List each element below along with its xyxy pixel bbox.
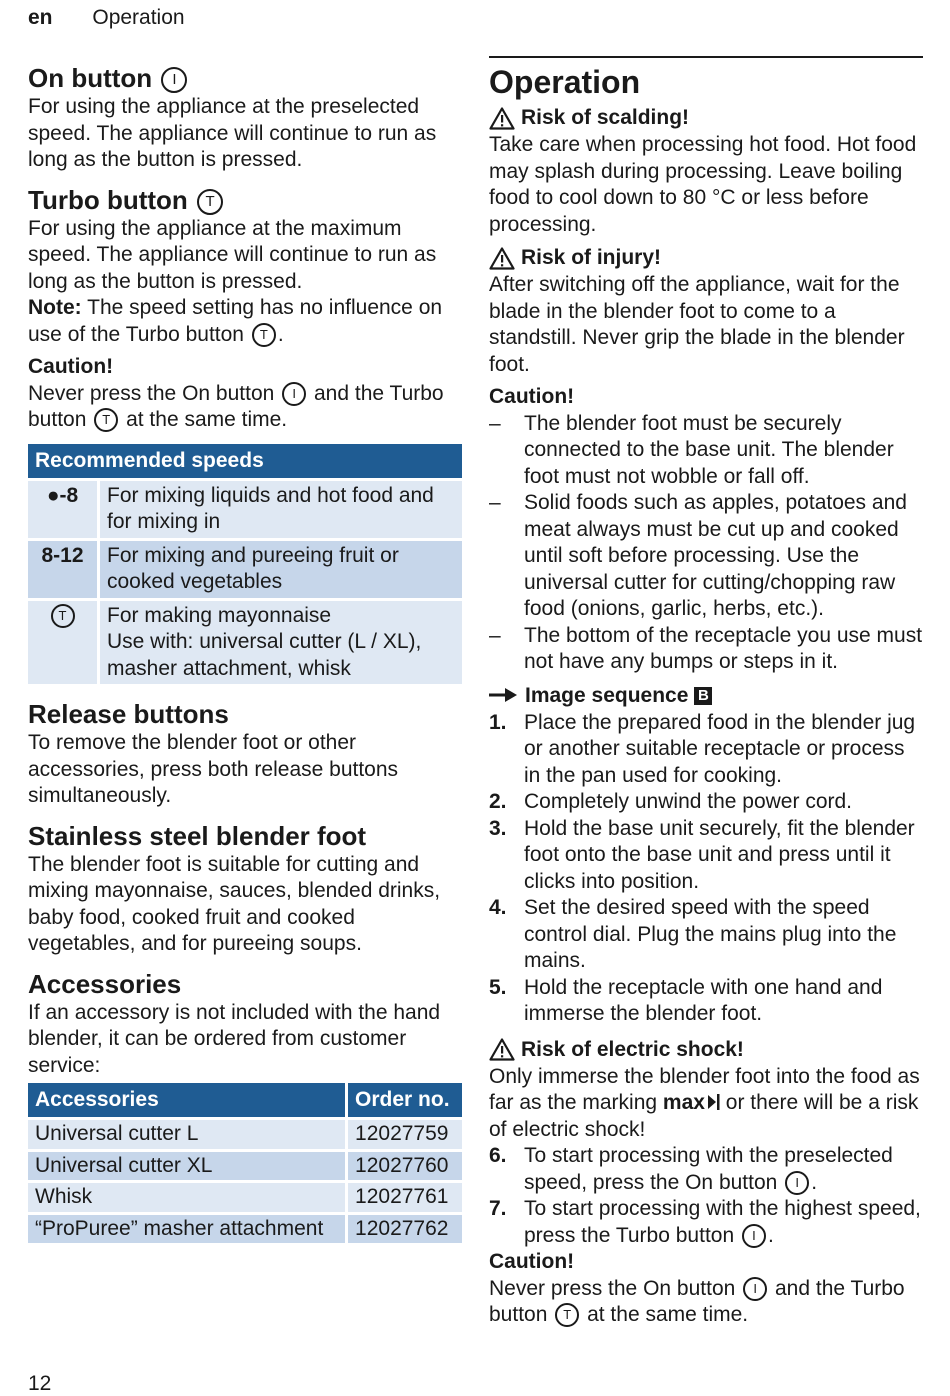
section-divider bbox=[489, 56, 923, 58]
step-text: Completely unwind the power cord. bbox=[524, 790, 853, 813]
steps-list-continued bbox=[489, 1143, 923, 1249]
on-button-title: On button bbox=[28, 63, 153, 93]
note-text: The speed setting has no influence on use of the Turbo button bbox=[28, 296, 443, 346]
scalding-warning-text: Take care when processing hot food. Hot food may splash during processing. Leave boiling food to cool down to 80 °C or less before processing. bbox=[489, 133, 917, 236]
caution-text-part3: at the same time. bbox=[126, 408, 288, 431]
table-row bbox=[28, 478, 462, 538]
warning-triangle-icon bbox=[489, 247, 515, 270]
warning-triangle-icon bbox=[489, 1038, 515, 1061]
accessories-title: Accessories bbox=[28, 968, 182, 999]
speed-description: For mixing liquids and hot food and for mixing in bbox=[100, 478, 462, 538]
on-button-heading bbox=[28, 62, 462, 94]
caution-text-part1: Never press the On button bbox=[28, 381, 275, 405]
on-button-section bbox=[28, 62, 462, 174]
on-symbol-icon: I bbox=[785, 1171, 809, 1195]
shock-warning-heading bbox=[489, 1036, 923, 1064]
max-marking-icon bbox=[708, 1091, 720, 1107]
caution-text bbox=[28, 381, 462, 434]
list-item bbox=[489, 1196, 923, 1249]
on-symbol-icon: I bbox=[743, 1277, 767, 1301]
recommended-speeds-table bbox=[28, 444, 462, 685]
step-number: 4. bbox=[489, 896, 507, 919]
turbo-button-heading bbox=[28, 184, 462, 216]
order-number-column-header: Order no. bbox=[345, 1083, 462, 1117]
header-section-title: Operation bbox=[92, 6, 185, 29]
step-text-body: To start processing with the highest speed, press the Turbo button bbox=[524, 1197, 921, 1247]
caution-label: Caution! bbox=[28, 355, 114, 378]
language-code: en bbox=[28, 6, 53, 29]
table-row bbox=[28, 1212, 462, 1244]
speeds-table-header: Recommended speeds bbox=[28, 444, 462, 478]
accessory-name: Whisk bbox=[28, 1180, 345, 1212]
caution-item-text: Solid foods such as apples, potatoes and meat always must be cut up and cooked until soft before processing. Use the universal cutter for cutting/chopping raw food (onions, garlic, herbs, etc.). bbox=[524, 491, 907, 620]
step-number: 5. bbox=[489, 975, 507, 999]
steps-list bbox=[489, 710, 923, 1028]
speed-description-line2: Use with: universal cutter (L / XL), masher attachment, whisk bbox=[107, 630, 422, 680]
turbo-note: Note: The speed setting has no influence on use of the Turbo button T . bbox=[28, 296, 443, 346]
on-symbol-icon: I bbox=[282, 382, 306, 406]
list-item: – Solid foods such as apples, potatoes and meat always must be cut up and cooked until soft before processing. Use the universal cutter for cutting/chopping raw food (onions, garlic, herbs, etc.). bbox=[489, 490, 923, 623]
release-buttons-title: Release buttons bbox=[28, 699, 229, 729]
accessories-column-header: Accessories bbox=[28, 1083, 345, 1117]
max-label: max bbox=[662, 1091, 705, 1114]
accessory-name: Universal cutter XL bbox=[28, 1149, 345, 1181]
image-sequence-ref-badge: B bbox=[694, 687, 712, 705]
step-number: 6. bbox=[489, 1144, 507, 1167]
order-number: 12027759 bbox=[345, 1117, 462, 1149]
list-item: – The bottom of the receptacle you use must not have any bumps or steps in it. bbox=[489, 623, 923, 676]
turbo-symbol-icon: T bbox=[94, 408, 118, 432]
on-symbol-icon: I bbox=[742, 1224, 766, 1248]
order-number: 12027762 bbox=[345, 1212, 462, 1244]
on-button-description: For using the appliance at the preselected speed. The appliance will continue to run as long as the button is pressed. bbox=[28, 95, 437, 171]
step-text: Hold the receptacle with one hand and immerse the blender foot. bbox=[524, 975, 883, 1025]
step-text: To start processing with the highest speed, press the Turbo button I . bbox=[524, 1197, 921, 1247]
operation-title: Operation bbox=[489, 64, 641, 100]
arrow-right-icon bbox=[489, 682, 517, 710]
step-text-body: To start processing with the preselected speed, press the On button bbox=[524, 1144, 893, 1194]
blender-foot-section bbox=[28, 820, 462, 958]
turbo-symbol-icon: T bbox=[555, 1303, 579, 1327]
left-column bbox=[28, 62, 462, 1243]
turbo-symbol-icon: T bbox=[252, 323, 276, 347]
list-item bbox=[489, 789, 923, 816]
on-button-symbol-icon: I bbox=[161, 67, 187, 93]
image-sequence-label: Image sequence bbox=[525, 683, 689, 707]
table-row bbox=[28, 598, 462, 685]
step-text: Place the prepared food in the blender jug or another suitable receptacle or process in the pan used for cooking. bbox=[524, 710, 916, 787]
release-buttons-text: To remove the blender foot or other accessories, press both release buttons simultaneously. bbox=[28, 731, 399, 807]
operation-caution2-text bbox=[489, 1276, 923, 1329]
accessories-section bbox=[28, 968, 462, 1244]
step-number: 3. bbox=[489, 816, 507, 840]
turbo-button-description: For using the appliance at the maximum speed. The appliance will continue to run as long as the button is pressed. bbox=[28, 216, 437, 293]
step-text: To start processing with the preselected speed, press the On button I . bbox=[524, 1144, 893, 1194]
scalding-warning-title: Risk of scalding! bbox=[521, 106, 690, 129]
caution2-text-part1: Never press the On button bbox=[489, 1276, 736, 1300]
shock-warning-text bbox=[489, 1064, 923, 1144]
caution-text-part2: and the Turbo button bbox=[28, 381, 444, 431]
list-item bbox=[489, 975, 923, 1028]
caution2-text-part3: at the same time. bbox=[587, 1303, 749, 1326]
table-row bbox=[28, 1180, 462, 1212]
note-label: Note: bbox=[28, 296, 82, 319]
injury-warning-text: After switching off the appliance, wait for the blade in the blender foot to come to a standstill. Never grip the blade in the blender foot. bbox=[489, 273, 905, 376]
shock-text-part2: or there will be a risk of electric shock! bbox=[489, 1091, 919, 1141]
speed-key bbox=[28, 598, 100, 685]
blender-foot-title: Stainless steel blender foot bbox=[28, 820, 367, 851]
step-number: 1. bbox=[489, 710, 507, 734]
accessory-name: Universal cutter L bbox=[28, 1117, 345, 1149]
list-item bbox=[489, 710, 923, 790]
order-number: 12027761 bbox=[345, 1180, 462, 1212]
order-number: 12027760 bbox=[345, 1149, 462, 1181]
operation-caution-label: Caution! bbox=[489, 385, 575, 408]
step-text: Hold the base unit securely, fit the blender foot onto the base unit and press until it clicks into position. bbox=[524, 816, 915, 893]
list-item bbox=[489, 895, 923, 975]
release-buttons-section bbox=[28, 698, 462, 810]
caution-item-text: The blender foot must be securely connected to the base unit. The blender foot must not wobble or fall off. bbox=[524, 411, 894, 488]
step-text: Set the desired speed with the speed control dial. Plug the mains plug into the mains. bbox=[524, 896, 897, 972]
warning-triangle-icon bbox=[489, 107, 515, 130]
speed-key: ●-8 bbox=[28, 478, 100, 538]
image-sequence-heading bbox=[489, 682, 923, 710]
speed-description-line1: For making mayonnaise bbox=[107, 603, 332, 627]
accessories-text: If an accessory is not included with the hand blender, it can be ordered from customer service: bbox=[28, 1000, 441, 1077]
speed-description: For mixing and pureeing fruit or cooked vegetables bbox=[100, 538, 462, 598]
table-row bbox=[28, 1149, 462, 1181]
injury-warning-heading bbox=[489, 244, 923, 272]
turbo-button-title: Turbo button bbox=[28, 184, 188, 215]
turbo-symbol-icon: T bbox=[51, 604, 75, 628]
table-row bbox=[28, 1117, 462, 1149]
caution-item-text: The bottom of the receptacle you use must not have any bumps or steps in it. bbox=[524, 623, 923, 673]
list-item: – The blender foot must be securely connected to the base unit. The blender foot must not wobble or fall off. bbox=[489, 411, 923, 491]
step-number: 2. bbox=[489, 790, 507, 813]
blender-foot-text: The blender foot is suitable for cutting and mixing mayonnaise, sauces, blended drinks, baby food, cooked fruit and cooked vegetables, and for pureeing soups. bbox=[28, 852, 441, 955]
caution2-text-part2: and the Turbo button bbox=[489, 1276, 905, 1326]
step-number: 7. bbox=[489, 1197, 507, 1220]
right-column bbox=[489, 56, 923, 1329]
list-item bbox=[489, 1143, 923, 1196]
caution-list bbox=[489, 411, 923, 676]
accessories-table bbox=[28, 1083, 462, 1243]
page-number: 12 bbox=[28, 1372, 52, 1395]
page-header bbox=[28, 6, 185, 30]
operation-caution2-label: Caution! bbox=[489, 1250, 575, 1273]
accessory-name: “ProPuree” masher attachment bbox=[28, 1212, 345, 1244]
speed-key: 8-12 bbox=[28, 538, 100, 598]
shock-warning-title: Risk of electric shock! bbox=[521, 1037, 744, 1061]
shock-text-part1: Only immerse the blender foot into the food as far as the marking bbox=[489, 1064, 920, 1114]
turbo-button-symbol-icon: T bbox=[197, 189, 223, 215]
scalding-warning-heading bbox=[489, 104, 923, 132]
list-item bbox=[489, 816, 923, 896]
injury-warning-title: Risk of injury! bbox=[521, 246, 662, 269]
turbo-button-section bbox=[28, 184, 462, 434]
speed-description bbox=[100, 598, 462, 685]
table-row bbox=[28, 538, 462, 598]
